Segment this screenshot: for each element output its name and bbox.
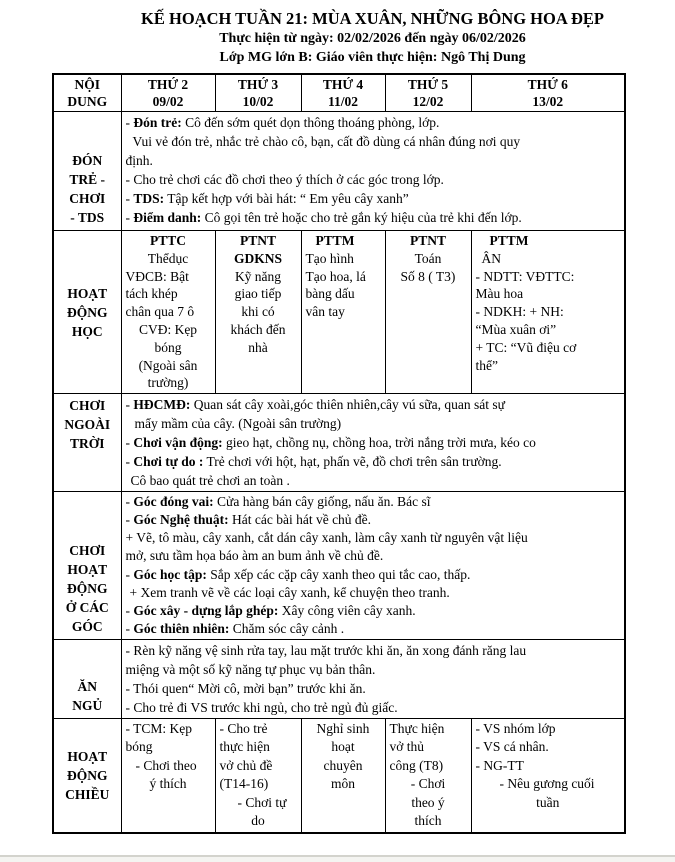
row-label-an-ngu: ĂN NGỦ (53, 639, 121, 718)
page-subtitle-class: Lớp MG lớn B: Giáo viên thực hiện: Ngô Thị Dung (219, 50, 526, 65)
cell-an-ngu-content: - Rèn kỹ năng vệ sinh rửa tay, lau mặt trước khi ăn, ăn xong đánh răng lau miệng và một số kỹ năng tự phục vụ bản thân. - Thói quen“ Mời cô, mời bạn” trước khi ăn. - Cho trẻ đi VS trước khi ngủ, cho trẻ ngủ đủ giấc. (121, 639, 625, 718)
row-label-choi-ngoai-troi: CHƠI NGOÀI TRỜI (53, 394, 121, 492)
cell-hoc-thu-5: PTNT Toán Số 8 ( T3) (385, 231, 471, 394)
column-header-thu-3: THỨ 3 10/02 (215, 74, 301, 112)
weekly-plan-table (52, 73, 626, 834)
cell-chieu-thu-2: - TCM: Kẹp bóng - Chơi theo ý thích (121, 718, 215, 833)
row-choi-ngoai-troi (53, 394, 625, 492)
cell-chieu-thu-3: - Cho trẻ thực hiện vở chủ đề (T14-16) - Chơi tự do (215, 718, 301, 833)
cell-hoc-thu-3: PTNT GDKNS Kỹ năng giao tiếp khi có khách đến nhà (215, 231, 301, 394)
cell-hoc-thu-6: PTTM ÂN - NDTT: VĐTTC: Màu hoa - NDKH: + NH: “Mùa xuân ơi” + TC: “Vũ điệu cơ thể” (471, 231, 625, 394)
cell-hoc-thu-4: PTTM Tạo hình Tạo hoa, lá bàng dấu vân tay (301, 231, 385, 394)
page-title: KẾ HOẠCH TUẦN 21: MÙA XUÂN, NHỮNG BÔNG HOA ĐẸP (141, 9, 604, 28)
cell-don-tre-content: - Đón trẻ: Cô đến sớm quét dọn thông thoáng phòng, lớp. Vui vẻ đón trẻ, nhắc trẻ chào cô, bạn, cất đồ dùng cá nhân đúng nơi quy định. - Cho trẻ chơi các đồ chơi theo ý thích ở các góc trong lớp. - TDS: Tập kết hợp với bài hát: “ Em yêu cây xanh” - Điểm danh: Cô gọi tên trẻ hoặc cho trẻ gắn ký hiệu của trẻ khi đến lớp. (121, 112, 625, 231)
row-choi-hoat-dong-o-cac-goc (53, 492, 625, 640)
row-hoat-dong-hoc (53, 231, 625, 394)
row-label-cac-goc: CHƠI HOẠT ĐỘNG Ở CÁC GÓC (53, 492, 121, 640)
column-header-thu-6: THỨ 6 13/02 (471, 74, 625, 112)
row-don-tre (53, 112, 625, 231)
row-label-hoat-dong-hoc: HOẠT ĐỘNG HỌC (53, 231, 121, 394)
page-header (70, 8, 675, 67)
column-header-thu-5: THỨ 5 12/02 (385, 74, 471, 112)
page-bottom-bar (0, 855, 675, 862)
column-header-thu-2: THỨ 2 09/02 (121, 74, 215, 112)
cell-chieu-thu-4: Nghỉ sinh hoạt chuyên môn (301, 718, 385, 833)
cell-cac-goc-content: - Góc đóng vai: Cửa hàng bán cây giống, nấu ăn. Bác sĩ - Góc Nghệ thuật: Hát các bài hát về chủ đề. + Vẽ, tô màu, cây xanh, cắt dán cây xanh, làm cây xanh từ nguyên vật liệu mở, sưu tầm họa báo àm an bum ảnh về chủ đề. - Góc học tập: Sắp xếp các cặp cây xanh theo qui tắc cao, thấp. + Xem tranh vẽ về các loại cây xanh, kể chuyện theo tranh. - Góc xây - dựng lắp ghép: Xây công viên cây xanh. - Góc thiên nhiên: Chăm sóc cây cảnh . (121, 492, 625, 640)
row-hoat-dong-chieu (53, 718, 625, 833)
cell-chieu-thu-6: - VS nhóm lớp - VS cá nhân. - NG-TT - Nêu gương cuối tuần (471, 718, 625, 833)
cell-hoc-thu-2: PTTC Thểdục VĐCB: Bật tách khép chân qua 7 ô CVĐ: Kẹp bóng (Ngoài sân trường) (121, 231, 215, 394)
row-label-hoat-dong-chieu: HOẠT ĐỘNG CHIỀU (53, 718, 121, 833)
column-header-noi-dung: NỘI DUNG (53, 74, 121, 112)
cell-choi-ngoai-troi-content: - HĐCMĐ: Quan sát cây xoài,góc thiên nhiên,cây vú sữa, quan sát sự mẩy mầm của cây. (Ngoài sân trường) - Chơi vận động: gieo hạt, chồng nụ, chồng hoa, trời nắng trời mưa, kéo co - Chơi tự do : Trẻ chơi với hột, hạt, phấn vẽ, đồ chơi trên sân trường. Cô bao quát trẻ chơi an toàn . (121, 394, 625, 492)
row-an-ngu (53, 639, 625, 718)
page-subtitle-dates: Thực hiện từ ngày: 02/02/2026 đến ngày 06/02/2026 (219, 31, 526, 46)
table-header-row (53, 74, 625, 112)
row-label-don-tre: ĐÓN TRẺ - CHƠI - TDS (53, 112, 121, 231)
column-header-thu-4: THỨ 4 11/02 (301, 74, 385, 112)
cell-chieu-thu-5: Thực hiện vở thủ công (T8) - Chơi theo ý thích (385, 718, 471, 833)
